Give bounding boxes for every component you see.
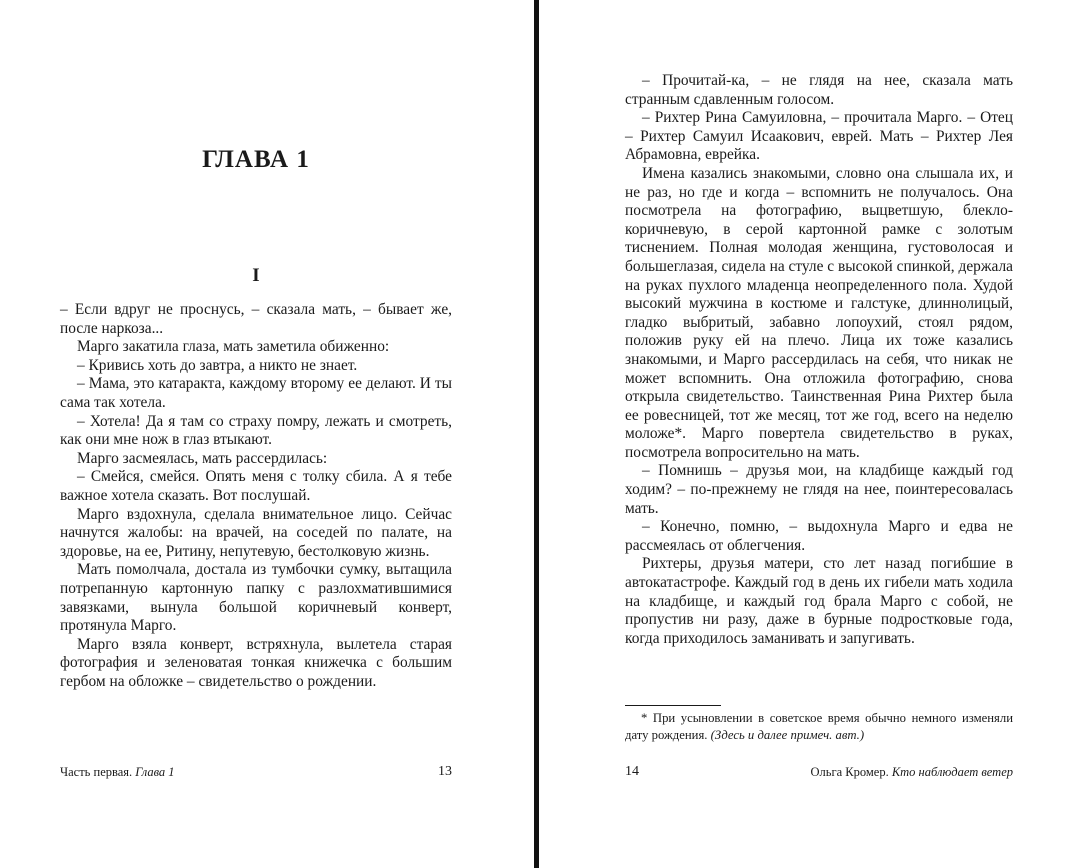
section-number: I (252, 265, 260, 286)
paragraph: – Помнишь – друзья мои, на кладбище каждый год ходим? – по-прежнему не глядя на нее, поинтересовалась мать. (625, 462, 1013, 517)
running-footer-right (811, 764, 1013, 780)
running-head-chapter: Глава 1 (135, 765, 175, 779)
paragraph: – Мама, это катаракта, каждому второму ее делают. И ты сама так хотела. (60, 375, 452, 411)
paragraph: – Смейся, смейся. Опять меня с толку сбила. А я тебе важное хотела сказать. Вот послушай. (60, 468, 452, 504)
paragraph: – Конечно, помню, – выдохнула Марго и едва не рассмеялась от облегчения. (625, 518, 1013, 554)
running-head-part: Часть первая. (60, 765, 133, 779)
paragraph: Рихтеры, друзья матери, сто лет назад погибшие в автокатастрофе. Каждый год в день их гибели мать ходила на кладбище, и каждый год брала Марго с собой, не пропустив ни разу, даже в бурные подростковые года, когда приходилось заманивать и запугивать. (625, 555, 1013, 647)
paragraph: Марго засмеялась, мать рассердилась: (77, 449, 328, 467)
right-page (539, 0, 1077, 868)
footnote (625, 710, 1013, 744)
running-footer-left (60, 764, 175, 780)
left-page (0, 0, 534, 868)
right-page-body (625, 72, 1013, 648)
footnote-note: (Здесь и далее примеч. авт.) (710, 728, 865, 742)
running-head-book-title: Кто наблюдает ветер (891, 765, 1013, 779)
chapter-title: ГЛАВА 1 (202, 146, 310, 173)
paragraph: – Кривись хоть до завтра, а никто не знает. (77, 356, 358, 374)
paragraph: Мать помолчала, достала из тумбочки сумку, вытащила потрепанную картонную папку с разлохматившимися завязками, вынула большой коричневый конверт, протянула Марго. (60, 561, 452, 635)
paragraph: Марго закатила глаза, мать заметила обиженно: (77, 338, 390, 356)
page-number-right: 14 (625, 764, 639, 779)
paragraph: Марго взяла конверт, встряхнула, вылетела старая фотография и зеленоватая тонкая книжечка с большим гербом на обложке – свидетельство о рождении. (60, 635, 452, 690)
paragraph: – Прочитай-ка, – не глядя на нее, сказала мать странным сдавленным голосом. (625, 72, 1013, 108)
footnote-text: * При усыновлении в советское время обычно немного изменяли дату рождения. (625, 711, 1013, 742)
paragraph: Марго вздохнула, сделала внимательное лицо. Сейчас начнутся жалобы: на врачей, на соседей по палате, на здоровье, на ее, Ритину, непутевую, бестолковую жизнь. (60, 505, 452, 560)
page-number-left: 13 (438, 764, 452, 779)
paragraph: – Если вдруг не проснусь, – сказала мать, – бывает же, после наркоза... (60, 301, 452, 337)
footnote-rule (625, 705, 721, 706)
paragraph: – Рихтер Рина Самуиловна, – прочитала Марго. – Отец – Рихтер Самуил Исаакович, еврей. Мать – Рихтер Лея Абрамовна, еврейка. (625, 109, 1013, 164)
running-head-author: Ольга Кромер. (810, 765, 889, 779)
left-page-body (60, 301, 452, 691)
paragraph: – Хотела! Да я там со страху помру, лежать и смотреть, как они мне нож в глаз втыкают. (60, 412, 452, 449)
paragraph: Имена казались знакомыми, словно она слышала их, и не раз, но где и когда – вспомнить не получалось. Она посмотрела на фотографию, выцветшую, блекло-коричневую, в серой картонной рамке с золотым тиснением. Полная молодая женщина, густоволосая и большеглазая, сидела на стуле с высокой спинкой, держала на руках пухлого младенца неопределенного пола. Худой высокий мужчина в костюме и галстуке, длиннолицый, гладко выбритый, забавно лопоухий, стоял рядом, положив руку ей на плечо. Лица их тоже казались знакомыми, и Марго рассердилась на себя, что никак не может вспомнить. Она отложила фотографию, снова открыла свидетельство. Таинственная Рина Рихтер была ее ровесницей, тот же месяц, тот же год, всего на неделю моложе*. Марго повертела свидетельство в руках, посмотрела вопросительно на мать. (625, 164, 1013, 461)
